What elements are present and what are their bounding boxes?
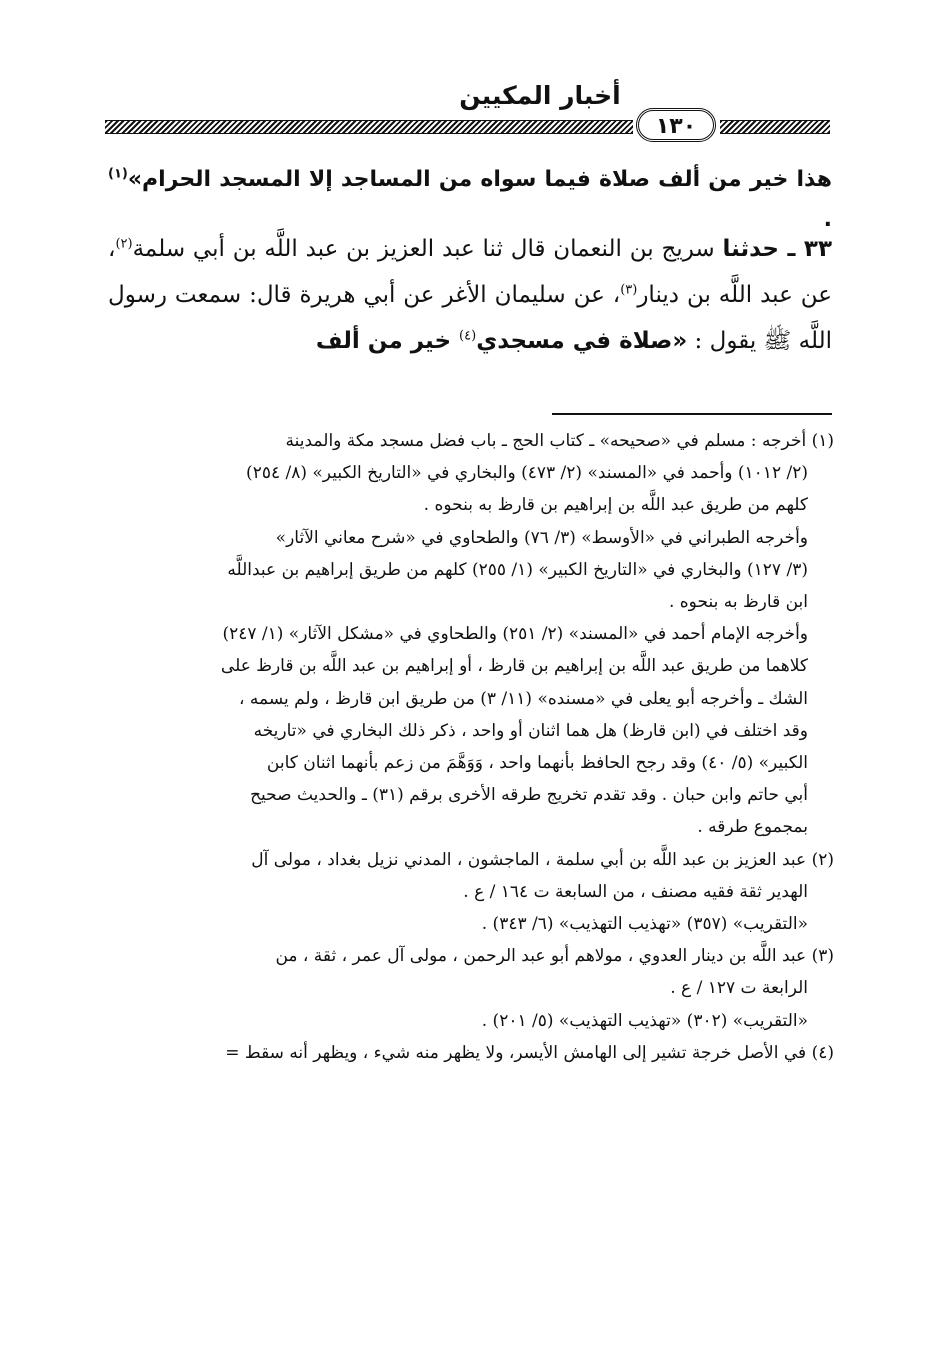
running-title: أخبار المكيين xyxy=(459,81,621,110)
footnote-line: (٢/ ١٠١٢) وأحمد في «المسند» (٢/ ٤٧٣) والبخاري في «التاريخ الكبير» (٨/ ٢٥٤) xyxy=(246,463,808,484)
footnote-line: الهدير ثقة فقيه مصنف ، من السابعة ت ١٦٤ / ع . xyxy=(463,881,808,902)
footnote-4 xyxy=(108,1037,834,1069)
footnote-line: أبي حاتم وابن حبان . وقد تقدم تخريج طرقه الأخرى برقم (٣١) ـ والحديث صحيح xyxy=(250,785,808,806)
footnote-line: وقد اختلف في (ابن قارظ) هل هما اثنان أو واحد ، ذكر ذلك البخاري في «تاريخه xyxy=(253,720,808,741)
footnote-ref-1: (١) xyxy=(108,166,128,182)
footnote-line: (٣) عبد اللَّه بن دينار العدوي ، مولاهم أبو عبد الرحمن ، مولى آل عمر ، ثقة ، من xyxy=(275,946,834,967)
footnote-line: الرابعة ت ١٢٧ / ع . xyxy=(670,978,808,999)
footnote-ref-3: (٣) xyxy=(620,282,638,298)
footnotes xyxy=(108,425,834,1069)
footnote-line: (١) أخرجه : مسلم في «صحيحه» ـ كتاب الحج ـ باب فضل مسجد مكة والمدينة xyxy=(285,431,834,451)
footnote-line: (٢) عبد العزيز بن عبد اللَّه بن أبي سلمة ، الماجشون ، المدني نزيل بغداد ، مولى آل xyxy=(251,849,834,870)
footnote-line: «التقريب» (٣٥٧) «تهذيب التهذيب» (٦/ ٣٤٣) . xyxy=(481,914,808,935)
footnote-line: وأخرجه الإمام أحمد في «المسند» (٢/ ٢٥١) والطحاوي في «مشكل الآثار» (١/ ٢٤٧) xyxy=(222,624,808,645)
continuation-end: . xyxy=(823,207,832,232)
matn-quote-end: خير من ألف xyxy=(315,328,460,354)
footnote-line: وأخرجه الطبراني في «الأوسط» (٣/ ٧٦) والطحاوي في «شرح معاني الآثار» xyxy=(275,527,808,548)
footnote-ref-2: (٢) xyxy=(115,236,133,252)
continuation-text: هذا خير من ألف صلاة فيما سواه من المساجد إلا المسجد الحرام» xyxy=(127,167,832,192)
footnote-2 xyxy=(108,844,834,941)
footnote-line: «التقريب» (٣٠٢) «تهذيب التهذيب» (٥/ ٢٠١) . xyxy=(481,1010,808,1031)
footnote-separator xyxy=(552,413,832,415)
footnote-line: الكبير» (٥/ ٤٠) وقد رجح الحافظ بأنهما واحد ، وَوَهَّمَ من زعم بأنهما اثنان كابن xyxy=(266,753,808,774)
footnote-1 xyxy=(108,425,834,844)
footnote-ref-4: (٤) xyxy=(459,328,477,344)
footnote-line: الشك ـ وأخرجه أبو يعلى في «مسنده» (١١/ ٣) من طريق ابن قارظ ، ولم يسمه ، xyxy=(238,688,808,709)
hadith-number: ٣٣ ـ حدثنا xyxy=(722,236,832,262)
page-number-badge: ١٣٠ xyxy=(636,108,716,142)
footnote-line: كلهم من طريق عبد اللَّه بن إبراهيم بن قارظ به بنحوه . xyxy=(423,495,808,516)
isnad-part-2: ، عن عبد اللَّه بن دينار xyxy=(108,236,832,308)
footnote-line: ابن قارظ به بنحوه . xyxy=(668,592,808,613)
hadith-paragraph xyxy=(108,226,832,364)
isnad-part-3: ، عن سليمان الأغر عن أبي هريرة قال: سمعت رسول اللَّه ﷺ يقول : xyxy=(108,282,832,354)
matn-quote: «صلاة في مسجدي xyxy=(476,328,688,354)
footnote-line: كلاهما من طريق عبد اللَّه بن إبراهيم بن قارظ ، أو إبراهيم بن عبد اللَّه بن قارظ على xyxy=(220,656,808,677)
footnote-line: (٤) في الأصل خرجة تشير إلى الهامش الأيسر، ولا يظهر منه شيء ، ويظهر أنه سقط = xyxy=(225,1042,834,1063)
isnad-part-1: سريج بن النعمان قال ثنا عبد العزيز بن عبد اللَّه بن أبي سلمة xyxy=(132,236,723,262)
footnote-3 xyxy=(108,940,834,1037)
footnote-line: بمجموع طرقه . xyxy=(697,817,808,838)
header-rule-left xyxy=(105,120,633,134)
footnote-line: (٣/ ١٢٧) والبخاري في «التاريخ الكبير» (١/ ٢٥٥) كلهم من طريق إبراهيم بن عبداللَّه xyxy=(227,559,808,580)
header-rule-right xyxy=(720,120,830,134)
